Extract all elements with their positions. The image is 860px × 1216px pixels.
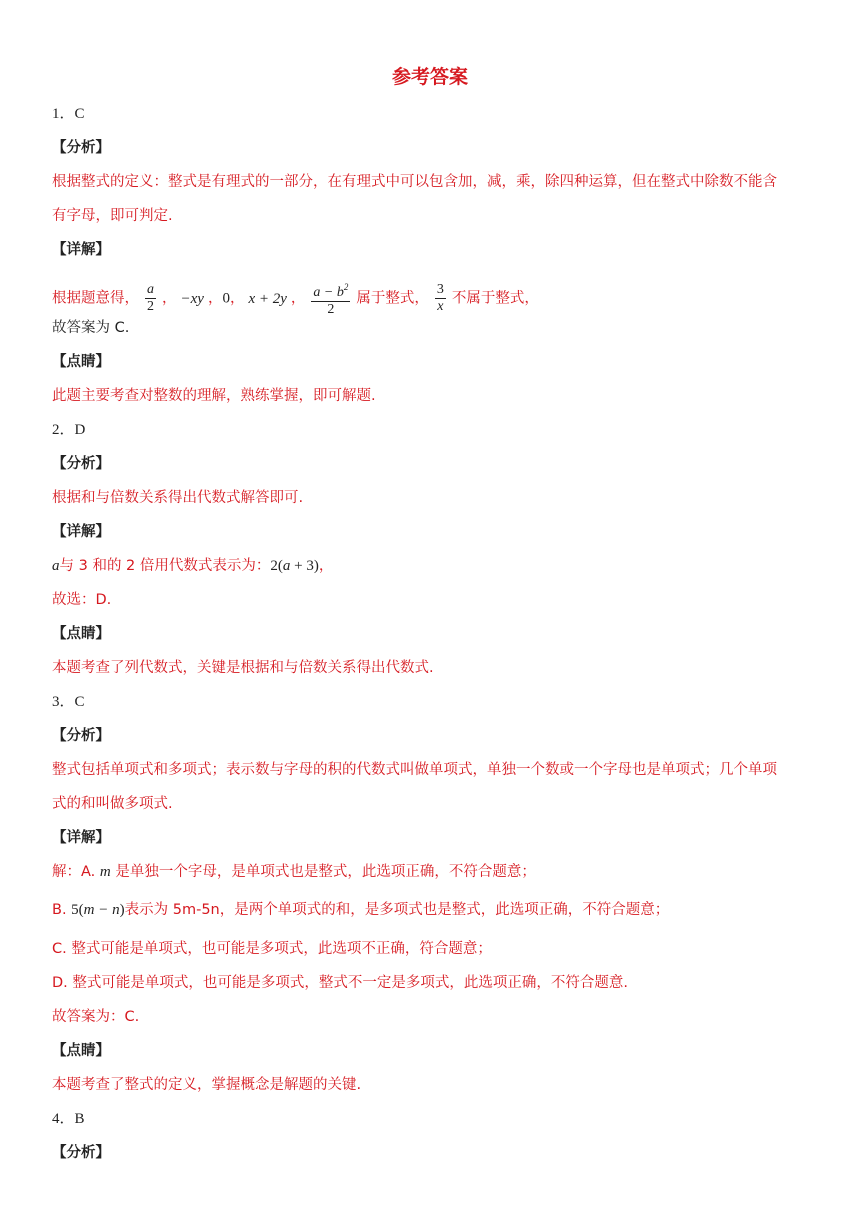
q3-expression-5-m-minus-n: 5(m − n) xyxy=(71,902,125,918)
q3-analysis-line1: 整式包括单项式和多项式；表示数与字母的积的代数式叫做单项式，单独一个数或一个字母也是单项式；几个单项 xyxy=(52,762,777,778)
q3-analysis-line2: 式的和叫做多项式. xyxy=(52,796,173,812)
q3-var-m: m xyxy=(99,864,111,880)
q1-term-x-plus-2y: x + 2y xyxy=(248,290,287,307)
q3-detail-label: 【详解】 xyxy=(52,830,110,846)
q3-comment: 本题考查了整式的定义，掌握概念是解题的关键. xyxy=(52,1077,362,1093)
q3-answer: 故答案为：C. xyxy=(52,1009,140,1025)
q2-expression: 2(a + 3) xyxy=(270,558,319,574)
q3-analysis-label: 【分析】 xyxy=(52,728,110,744)
q1-comment-label: 【点睛】 xyxy=(52,354,110,370)
q2-comment-label: 【点睛】 xyxy=(52,626,110,642)
q1-analysis-label: 【分析】 xyxy=(52,140,110,156)
q1-detail-line: 根据题意得， $\frac{a}{2}$ ， −xy ，0， x + 2y ， $\frac{a - b^2}{2}$ 属于整式， $\frac{3}{x}$ 不属于整式， xyxy=(52,279,822,318)
q2-number: 2．D xyxy=(52,422,86,438)
q2-answer: 故选：D. xyxy=(52,592,112,608)
q1-comment: 此题主要考查对整数的理解，熟练掌握，即可解题. xyxy=(52,388,376,404)
q1-number: 1．C xyxy=(52,106,85,122)
q1-analysis-line1: 根据整式的定义：整式是有理式的一部分，在有理式中可以包含加，减，乘，除四种运算，但在整式中除数不能含 xyxy=(52,174,777,190)
q3-option-a: 解：A. m 是单独一个字母，是单项式也是整式，此选项正确，不符合题意； xyxy=(52,864,536,880)
q1-belongs-text: 属于整式， xyxy=(356,290,429,307)
q1-not-belongs-text: 不属于整式， xyxy=(451,290,539,307)
q3-option-c: C. 整式可能是单项式，也可能是多项式，此选项不正确，符合题意； xyxy=(52,941,492,957)
q4-number: 4．B xyxy=(52,1111,85,1127)
q4-analysis-label: 【分析】 xyxy=(52,1145,110,1161)
q2-comment: 本题考查了列代数式，关键是根据和与倍数关系得出代数式. xyxy=(52,660,434,676)
q3-comment-label: 【点睛】 xyxy=(52,1043,110,1059)
q2-detail-text: 与 3 和的 2 倍用代数式表示为： xyxy=(59,558,271,574)
q1-fraction-a-minus-b2-over-2: $\frac{a - b^2}{2}$ xyxy=(311,279,350,318)
q2-analysis-label: 【分析】 xyxy=(52,456,110,472)
q1-detail-label: 【详解】 xyxy=(52,242,110,258)
q3-option-b: B. 5(m − n)表示为 5m-5n，是两个单项式的和，是多项式也是整式，此选项正确，不符合题意； xyxy=(52,902,670,918)
q1-answer: 故答案为 C. xyxy=(52,320,130,336)
q1-term-neg-xy: −xy xyxy=(180,290,204,307)
q2-detail-label: 【详解】 xyxy=(52,524,110,540)
q2-var-a: a xyxy=(52,558,60,574)
q3-option-d: D. 整式可能是单项式，也可能是多项式，整式不一定是多项式，此选项正确，不符合题意. xyxy=(52,975,628,991)
q1-detail-prefix: 根据题意得， xyxy=(52,290,139,307)
page-title: 参考答案 xyxy=(391,66,468,88)
q1-fraction-3-over-x: $\frac{3}{x}$ xyxy=(436,282,444,314)
q2-analysis: 根据和与倍数关系得出代数式解答即可. xyxy=(52,490,304,506)
q2-detail-line: a与 3 和的 2 倍用代数式表示为：2(a + 3)， xyxy=(52,558,334,574)
q3-number: 3．C xyxy=(52,694,85,710)
q1-analysis-line2: 有字母，即可判定. xyxy=(52,208,173,224)
q1-fraction-a-over-2: $\frac{a}{2}$ xyxy=(147,282,154,314)
q1-term-zero: 0 xyxy=(222,290,230,307)
